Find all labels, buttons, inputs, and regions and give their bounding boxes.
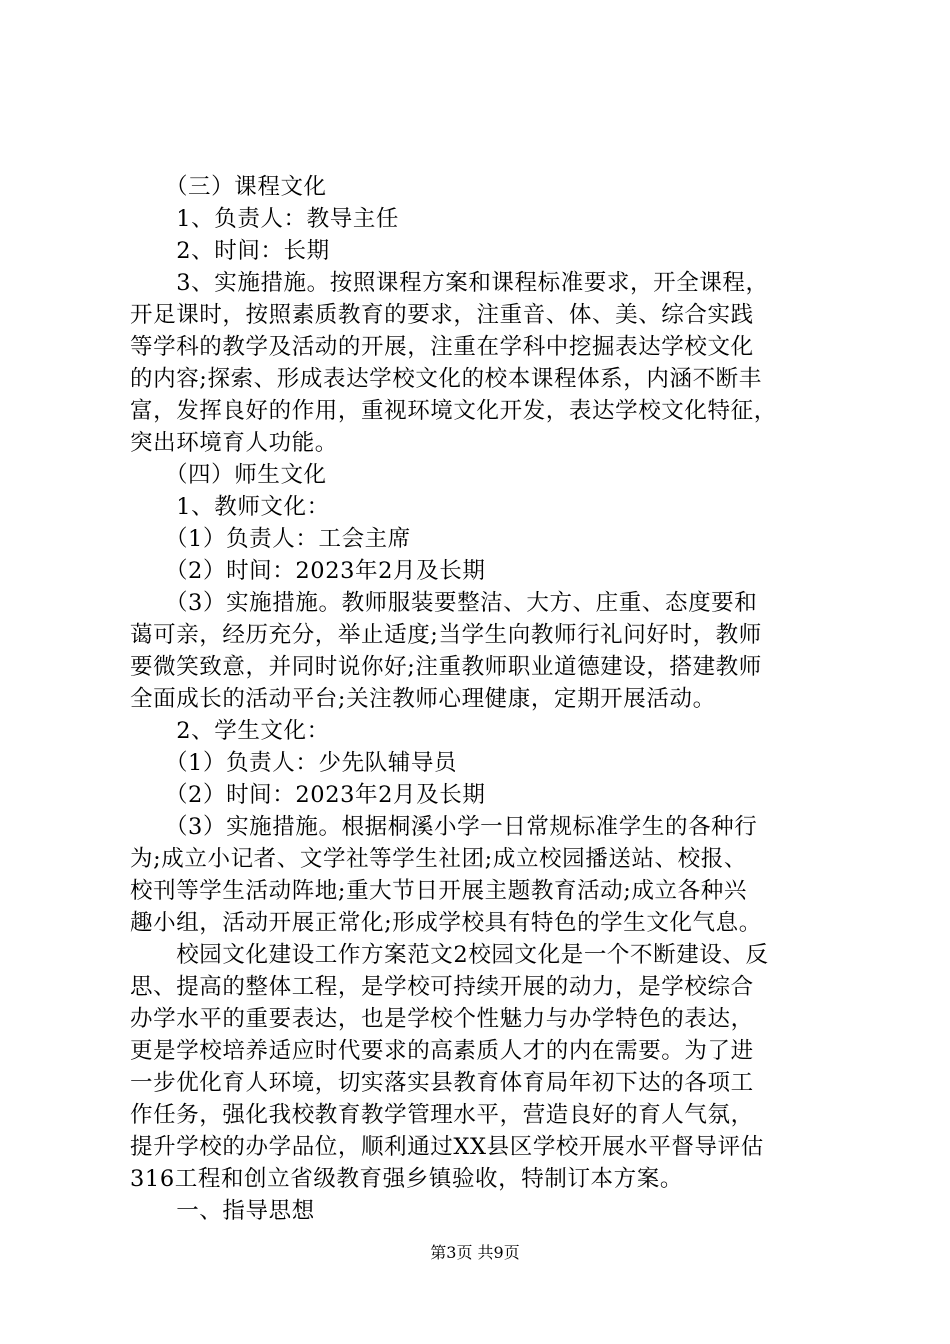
- paragraph-line: 办学水平的重要表达，也是学校个性魅力与办学特色的表达，: [130, 1006, 754, 1032]
- paragraph-line: 作任务，强化我校教育教学管理水平，营造良好的育人气氛，: [130, 1102, 754, 1128]
- paragraph-line: 富，发挥良好的作用，重视环境文化开发，表达学校文化特征，: [130, 398, 777, 424]
- paragraph-line: 2、学生文化：: [130, 718, 330, 744]
- paragraph-line: （2）时间：2023年2月及长期: [130, 782, 486, 808]
- section-heading-course-culture: （三）课程文化: [130, 174, 327, 200]
- paragraph-line: 提升学校的办学品位，顺利通过XX县区学校开展水平督导评估: [130, 1134, 764, 1160]
- section-heading-guiding-ideology: 一、指导思想: [130, 1198, 315, 1224]
- paragraph-line: 的内容;探索、形成表达学校文化的校本课程体系，内涵不断丰: [130, 366, 762, 392]
- paragraph-line: 突出环境育人功能。: [130, 430, 338, 456]
- paragraph-line: （1）负责人：工会主席: [130, 526, 411, 552]
- paragraph-line: （2）时间：2023年2月及长期: [130, 558, 486, 584]
- page-number-footer: 第3页 共9页: [430, 1243, 520, 1262]
- paragraph-line: 校刊等学生活动阵地;重大节日开展主题教育活动;成立各种兴: [130, 878, 747, 904]
- paragraph-line: 1、教师文化：: [130, 494, 330, 520]
- paragraph-line: 要微笑致意，并同时说你好;注重教师职业道德建设，搭建教师: [130, 654, 762, 680]
- paragraph-line: （3）实施措施。根据桐溪小学一日常规标准学生的各种行: [130, 814, 758, 840]
- section-heading-teacher-student-culture: （四）师生文化: [130, 462, 327, 488]
- paragraph-line: （1）负责人：少先队辅导员: [130, 750, 458, 776]
- paragraph-line: 为;成立小记者、文学社等学生社团;成立校园播送站、校报、: [130, 846, 747, 872]
- paragraph-line: 3、实施措施。按照课程方案和课程标准要求，开全课程，: [130, 270, 769, 296]
- paragraph-line: 全面成长的活动平台;关注教师心理健康，定期开展活动。: [130, 686, 716, 712]
- paragraph-line: 校园文化建设工作方案范文2校园文化是一个不断建设、反: [130, 942, 769, 968]
- paragraph-line: 开足课时，按照素质教育的要求，注重音、体、美、综合实践: [130, 302, 754, 328]
- paragraph-line: 蔼可亲，经历充分，举止适度;当学生向教师行礼问好时，教师: [130, 622, 762, 648]
- paragraph-line: 更是学校培养适应时代要求的高素质人才的内在需要。为了进: [130, 1038, 754, 1064]
- paragraph-line: 316工程和创立省级教育强乡镇验收，特制订本方案。: [130, 1166, 683, 1192]
- paragraph-line: 2、时间：长期: [130, 238, 330, 264]
- document-body: [130, 171, 830, 1227]
- paragraph-line: 一步优化育人环境，切实落实县教育体育局年初下达的各项工: [130, 1070, 754, 1096]
- paragraph-line: 1、负责人：教导主任: [130, 206, 400, 232]
- paragraph-line: （3）实施措施。教师服装要整洁、大方、庄重、态度要和: [130, 590, 758, 616]
- paragraph-line: 等学科的教学及活动的开展，注重在学科中挖掘表达学校文化: [130, 334, 754, 360]
- paragraph-line: 趣小组，活动开展正常化;形成学校具有特色的学生文化气息。: [130, 910, 762, 936]
- paragraph-line: 思、提高的整体工程，是学校可持续开展的动力，是学校综合: [130, 974, 754, 1000]
